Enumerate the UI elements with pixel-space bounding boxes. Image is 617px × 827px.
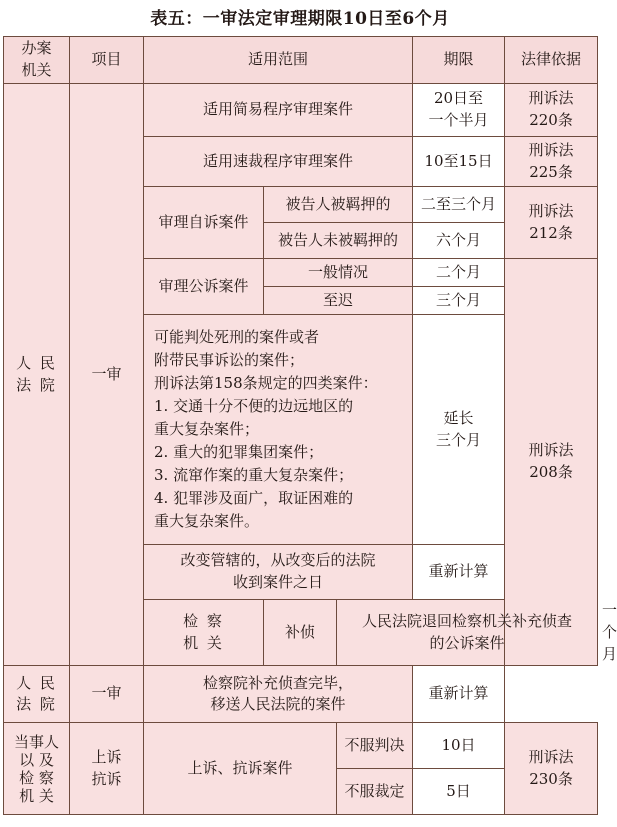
header-row xyxy=(4,37,598,84)
header-scope: 适用范围 xyxy=(144,37,413,84)
header-item: 项目 xyxy=(70,37,144,84)
term-ruling: 5日 xyxy=(413,769,505,815)
term-general: 二个月 xyxy=(413,259,505,287)
scope-ruling: 不服裁定 xyxy=(337,769,413,815)
term-latest: 三个月 xyxy=(413,287,505,315)
header-agency: 办案 机关 xyxy=(4,37,70,84)
scope-detained: 被告人被羁押的 xyxy=(264,187,413,223)
term-special: 延长 三个月 xyxy=(413,315,505,545)
basis-230: 刑诉法 230条 xyxy=(505,723,598,815)
agency-court: 人 民 法 院 xyxy=(4,84,70,666)
term-summary: 10至15日 xyxy=(413,137,505,187)
table-row xyxy=(4,84,598,137)
scope-not-detained: 被告人未被羁押的 xyxy=(264,223,413,259)
item-first-trial: 一审 xyxy=(70,84,144,666)
term-transfer: 重新计算 xyxy=(413,666,505,723)
term-jurisdiction: 重新计算 xyxy=(413,545,505,600)
agency-procuratorate: 检 察 机 关 xyxy=(144,600,264,666)
term-simple: 20日至 一个半月 xyxy=(413,84,505,137)
basis-225: 刑诉法 225条 xyxy=(505,137,598,187)
agency-parties: 当事人 以 及 检 察 机 关 xyxy=(4,723,70,815)
scope-public: 审理公诉案件 xyxy=(144,259,264,315)
trial-period-table xyxy=(3,36,617,815)
basis-220: 刑诉法 220条 xyxy=(505,84,598,137)
term-not-detained: 六个月 xyxy=(413,223,505,259)
basis-208: 刑诉法 208条 xyxy=(505,259,598,666)
table-row xyxy=(4,666,598,723)
header-term: 期限 xyxy=(413,37,505,84)
scope-general: 一般情况 xyxy=(264,259,413,287)
item-supplement: 补侦 xyxy=(264,600,337,666)
scope-judgment: 不服判决 xyxy=(337,723,413,769)
scope-transfer: 检察院补充侦查完毕， 移送人民法院的案件 xyxy=(144,666,413,723)
scope-return: 人民法院退回检察机关补充侦查 的公诉案件 xyxy=(337,600,598,666)
basis-212: 刑诉法 212条 xyxy=(505,187,598,259)
scope-appeal: 上诉、抗诉案件 xyxy=(144,723,337,815)
table-title: 表五：一审法定审理期限10日至6个月 xyxy=(150,9,450,29)
item-first-trial-2: 一审 xyxy=(70,666,144,723)
scope-summary: 适用速裁程序审理案件 xyxy=(144,137,413,187)
term-judgment: 10日 xyxy=(413,723,505,769)
term-detained: 二至三个月 xyxy=(413,187,505,223)
scope-special: 可能判处死刑的案件或者 附带民事诉讼的案件； 刑诉法第158条规定的四类案件： 1. 交通十分不便的边远地区的 重大复杂案件； 2. 重大的犯罪集团案件； 3. 流窜作案的重大复杂案件； 4. 犯罪涉及面广，取证困难的 重大复杂案件。 xyxy=(144,315,413,545)
agency-court-2: 人 民 法 院 xyxy=(4,666,70,723)
item-appeal: 上诉 抗诉 xyxy=(70,723,144,815)
scope-latest: 至迟 xyxy=(264,287,413,315)
table-row: 检 察 机 关 补侦 人民法院退回检察机关补充侦查 的公诉案件 一个月 xyxy=(4,600,598,666)
scope-jurisdiction: 改变管辖的，从改变后的法院 收到案件之日 xyxy=(144,545,413,600)
header-basis: 法律依据 xyxy=(505,37,598,84)
scope-private: 审理自诉案件 xyxy=(144,187,264,259)
table-row xyxy=(4,723,598,769)
scope-simple: 适用简易程序审理案件 xyxy=(144,84,413,137)
